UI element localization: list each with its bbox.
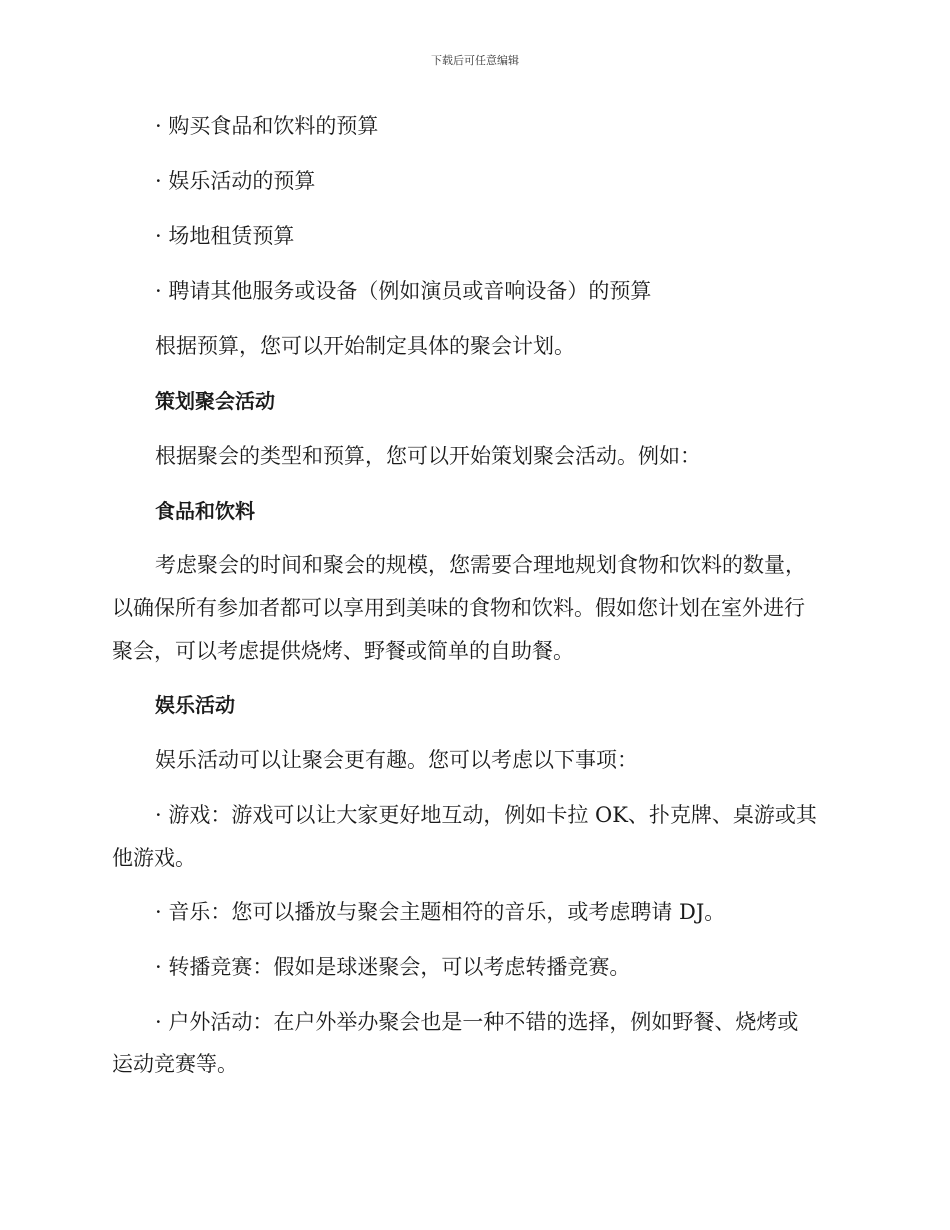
food-paragraph-line-1: 考虑聚会的时间和聚会的规模，您需要合理地规划食物和饮料的数量， — [155, 553, 806, 577]
entertainment-games-line-1: · 游戏：游戏可以让大家更好地互动，例如卡拉 OK、扑克牌、桌游或其 — [155, 803, 817, 827]
budget-conclusion: 根据预算，您可以开始制定具体的聚会计划。 — [155, 334, 575, 358]
section-heading-food: 食品和饮料 — [155, 499, 255, 523]
entertainment-music: · 音乐：您可以播放与聚会主题相符的音乐，或考虑聘请 DJ。 — [155, 900, 726, 924]
budget-item-venue: · 场地租赁预算 — [155, 224, 295, 248]
budget-item-services: · 聘请其他服务或设备（例如演员或音响设备）的预算 — [155, 279, 652, 303]
entertainment-broadcast: · 转播竞赛：假如是球迷聚会，可以考虑转播竞赛。 — [155, 955, 631, 979]
food-paragraph-line-3: 聚会，可以考虑提供烧烤、野餐或简单的自助餐。 — [112, 639, 574, 663]
budget-item-food: · 购买食品和饮料的预算 — [155, 114, 379, 138]
section-heading-plan: 策划聚会活动 — [155, 389, 275, 413]
section-heading-entertainment: 娱乐活动 — [155, 693, 235, 717]
food-paragraph-line-2: 以确保所有参加者都可以享用到美味的食物和饮料。假如您计划在室外进行 — [112, 596, 805, 620]
entertainment-outdoor-line-1: · 户外活动：在户外举办聚会也是一种不错的选择，例如野餐、烧烤或 — [155, 1010, 799, 1034]
budget-item-entertainment: · 娱乐活动的预算 — [155, 169, 316, 193]
plan-intro: 根据聚会的类型和预算，您可以开始策划聚会活动。例如： — [155, 444, 701, 468]
entertainment-games-line-2: 他游戏。 — [112, 846, 196, 870]
entertainment-outdoor-line-2: 运动竞赛等。 — [112, 1052, 238, 1076]
entertainment-intro: 娱乐活动可以让聚会更有趣。您可以考虑以下事项： — [155, 748, 638, 772]
page-header: 下载后可任意编辑 — [431, 54, 519, 67]
